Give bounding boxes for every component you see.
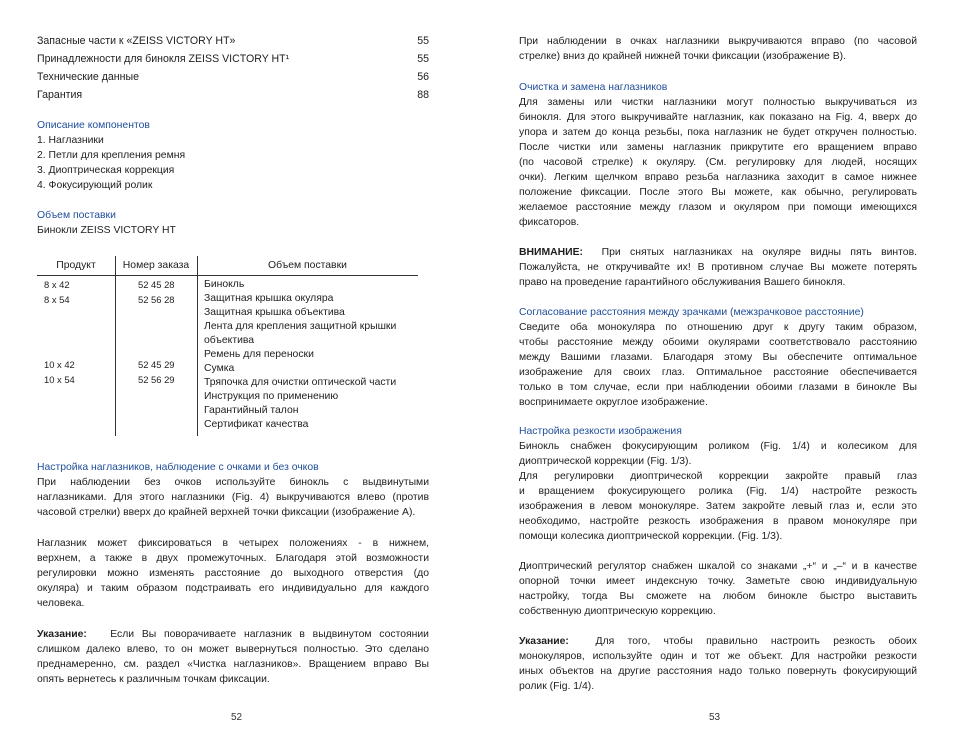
- text-line: После чистки или замены наглазник прикрутите его вращением вправо: [519, 142, 917, 153]
- text-line: человека.: [37, 598, 85, 609]
- text-line: между Вашими глазами. Благодаря этому Вы обеспечите оптимальное: [519, 352, 917, 363]
- component-item: 2. Петли для крепления ремня: [37, 150, 186, 161]
- text-line: изображения в левом монокуляре. Затем закройте левый глаз и, если это: [519, 501, 917, 512]
- note-paragraph: [37, 627, 429, 687]
- intro-paragraph: [519, 34, 917, 64]
- text-line: окуляра) и таким образом подстраивать его индивидуально для каждого: [37, 583, 429, 594]
- scope-item: Защитная крышка окуляра: [204, 293, 334, 304]
- text-line: право на проведение гарантийного обслуживания Вашего бинокля.: [519, 277, 846, 288]
- eyecups-paragraph-2: [37, 536, 429, 611]
- text-line: бинокля. Для этого выкручивайте наглазник, как показано на Fig. 4, вверх до: [519, 112, 917, 123]
- component-item: 4. Фокусирующий ролик: [37, 180, 153, 191]
- toc-title: Технические данные: [37, 71, 139, 83]
- delivery-table: [37, 256, 418, 436]
- text-line: Бинокль снабжен фокусирующим роликом (Fig. 1/4) и колесиком для: [519, 441, 917, 452]
- text-line: изображение для своих глаз. Оптимальное расстояние обеспечивается: [519, 367, 917, 378]
- text-line: Для регулировки диоптрической коррекции закройте правый глаз: [519, 471, 917, 482]
- table-cell-order: 52 45 29: [138, 359, 175, 370]
- text-line: Наглазник может фиксироваться в четырех положениях - в нижнем,: [37, 538, 429, 549]
- text-line: собственную диоптрическую коррекцию.: [519, 606, 716, 617]
- right-page: [519, 0, 917, 742]
- table-cell-order: 52 45 28: [138, 279, 175, 290]
- focus-paragraph-2: [519, 469, 917, 544]
- text-line: упора и затем до конца резьбы, пока наглазник не будет откручен полностью.: [519, 127, 917, 138]
- left-page: [37, 0, 429, 742]
- page-number-right: 53: [709, 712, 721, 723]
- text-line: ролик (Fig. 1/4).: [519, 681, 595, 692]
- cleaning-heading: Очистка и замена наглазников: [519, 82, 668, 93]
- text-line: стрелке) вниз до крайней нижней точки фиксации (изображение B).: [519, 51, 846, 62]
- toc-page: 56: [417, 71, 429, 83]
- text-line: необходимо, настройте резкость изображения в правом монокуляре при: [519, 516, 917, 527]
- toc-row: [37, 33, 429, 49]
- table-cell-product: 10 x 54: [44, 374, 75, 385]
- table-cell-product: 10 x 42: [44, 359, 75, 370]
- text-line: фиксаторов.: [519, 217, 580, 228]
- delivery-heading: Объем поставки: [37, 210, 116, 221]
- scope-item: Лента для крепления защитной крышки: [204, 321, 397, 332]
- component-item: 1. Наглазники: [37, 135, 104, 146]
- scope-item: Бинокль: [204, 279, 245, 290]
- table-cell-product: 8 x 54: [44, 294, 70, 305]
- component-item: 3. Диоптрическая коррекция: [37, 165, 175, 176]
- table-cell-product: 8 x 42: [44, 279, 70, 290]
- text-line: настройку, тогда Вы сможете на любом бинокле быстро выставить: [519, 591, 917, 602]
- focus-paragraph-3: [519, 559, 917, 619]
- text-line: часовой стрелки) вверх до крайней верхней точки фиксации (изображение A).: [37, 507, 416, 518]
- scope-item: Инструкция по применению: [204, 391, 339, 402]
- scope-item: Сумка: [204, 363, 235, 374]
- text-line: иных объектов на другие расстояния надо только повернуть фокусирующий: [519, 666, 917, 677]
- warning-paragraph: [519, 245, 917, 290]
- components-heading: Описание компонентов: [37, 120, 150, 131]
- text-line: [37, 627, 429, 642]
- text-line: и вращением фокусирующего ролика (Fig. 1/4) настройте резкость: [519, 486, 917, 497]
- scope-item: Тряпочка для очистки оптической части: [204, 377, 397, 388]
- text-line: (по часовой стрелке) к окуляру. (См. регулировку для людей, носящих: [519, 157, 917, 168]
- eyecups-paragraph-1: [37, 475, 429, 520]
- text-line: Диоптрический регулятор снабжен шкалой со знаками „+“ и „–“ и в качестве: [519, 561, 917, 572]
- table-header-order: Номер заказа: [122, 260, 190, 271]
- focus-heading: Настройка резкости изображения: [519, 426, 682, 437]
- warning-label: ВНИМАНИЕ:: [519, 247, 583, 258]
- ipd-paragraph: [519, 320, 917, 410]
- table-header-scope: Объем поставки: [268, 260, 347, 271]
- text-line: чтобы расстояние между обоими окулярами соответствовало расстоянию: [519, 337, 917, 348]
- table-header-product: Продукт: [56, 260, 96, 271]
- toc-page: 55: [417, 53, 429, 65]
- text-line: При наблюдении в очках наглазники выкручиваются вправо (по часовой: [519, 36, 917, 47]
- toc-page: 88: [417, 89, 429, 101]
- note2-paragraph: [519, 634, 917, 694]
- text-line: диоптрической коррекции (Fig. 1/3).: [519, 456, 692, 467]
- page-number-left: 52: [231, 712, 243, 723]
- text-line: воспринимаете округлое изображение.: [519, 397, 708, 408]
- text-line: слишком далеко влево, то он может вывернуться полностью. Это сделано: [37, 644, 429, 655]
- text-line: Сведите оба монокуляра по отношению друг к другу таким образом,: [519, 322, 917, 333]
- toc-title: Гарантия: [37, 89, 83, 101]
- scope-item: Защитная крышка объектива: [204, 307, 345, 318]
- text-line: очки). Легким щелчком вправо резьба наглазника заходит в самое нижнее: [519, 172, 917, 183]
- table-cell-order: 52 56 28: [138, 294, 175, 305]
- text-line: положение фиксации. После этого Вы можете, как обычно, регулировать: [519, 187, 917, 198]
- scope-item: объектива: [204, 335, 255, 346]
- cleaning-paragraph: [519, 95, 917, 230]
- text-line: только в том случае, если при наблюдении обоими глазами в бинокле Вы: [519, 382, 917, 393]
- text-line: опорной точки имеет индексную точку. Заметьте свою индивидуальную: [519, 576, 917, 587]
- text-line: наглазниками. Для этого наглазники (Fig. 4) выкручиваются влево (против: [37, 492, 429, 503]
- focus-paragraph-1: [519, 439, 917, 469]
- table-header-rule: [37, 275, 418, 276]
- text-line: верхнем, а также в двух промежуточных. Благодаря этой возможности: [37, 553, 429, 564]
- text-line: монокуляров, используйте один и тот же объект. Для настройки резкости: [519, 651, 917, 662]
- warning-text: При снятых наглазниках на окуляре видны пять винтов.: [601, 247, 917, 258]
- text-line: При наблюдении без очков используйте бинокль с выдвинутыми: [37, 477, 429, 488]
- toc-row: [37, 51, 429, 67]
- text-line: регулировки можно изменять расстояние до выходного отверстия (до: [37, 568, 429, 579]
- toc-page: 55: [417, 35, 429, 47]
- note2-label: Указание:: [519, 636, 569, 647]
- note-label: Указание:: [37, 629, 87, 640]
- ipd-heading: Согласование расстояния между зрачками (межзрачковое расстояние): [519, 307, 864, 318]
- table-column-divider: [197, 256, 198, 436]
- toc-row: [37, 69, 429, 85]
- table-cell-order: 52 56 29: [138, 374, 175, 385]
- delivery-text: Бинокли ZEISS VICTORY HT: [37, 225, 176, 236]
- toc-title: Запасные части к «ZEISS VICTORY HT»: [37, 35, 236, 47]
- note-text: Если Вы поворачиваете наглазник в выдвинутом состоянии: [110, 629, 429, 640]
- text-line: Для замены или чистки наглазники могут полностью выкручиваться из: [519, 97, 917, 108]
- text-line: Пожалуйста, не откручивайте их! В противном случае Вы можете потерять: [519, 262, 917, 273]
- text-line: преднамеренно, см. раздел «Чистка наглазников». Вращением вправо Вы: [37, 659, 429, 670]
- toc-row: [37, 87, 429, 103]
- text-line: [519, 634, 917, 649]
- text-line: желаемое расстояние между глазом и окуляром при помощи имеющихся: [519, 202, 917, 213]
- scope-item: Ремень для переноски: [204, 349, 314, 360]
- note2-text: Для того, чтобы правильно настроить резкость обоих: [595, 636, 917, 647]
- toc-title: Принадлежности для бинокля ZEISS VICTORY HT¹: [37, 53, 290, 65]
- table-column-divider: [115, 256, 116, 436]
- text-line: опять вернетесь к различным точкам фиксации.: [37, 674, 270, 685]
- components-list: [37, 133, 429, 193]
- text-line: помощи колесика диоптрической коррекции. (Fig. 1/3).: [519, 531, 783, 542]
- eyecups-heading: Настройка наглазников, наблюдение с очками и без очков: [37, 462, 319, 473]
- text-line: [519, 245, 917, 260]
- scope-item: Гарантийный талон: [204, 405, 299, 416]
- scope-item: Сертификат качества: [204, 419, 309, 430]
